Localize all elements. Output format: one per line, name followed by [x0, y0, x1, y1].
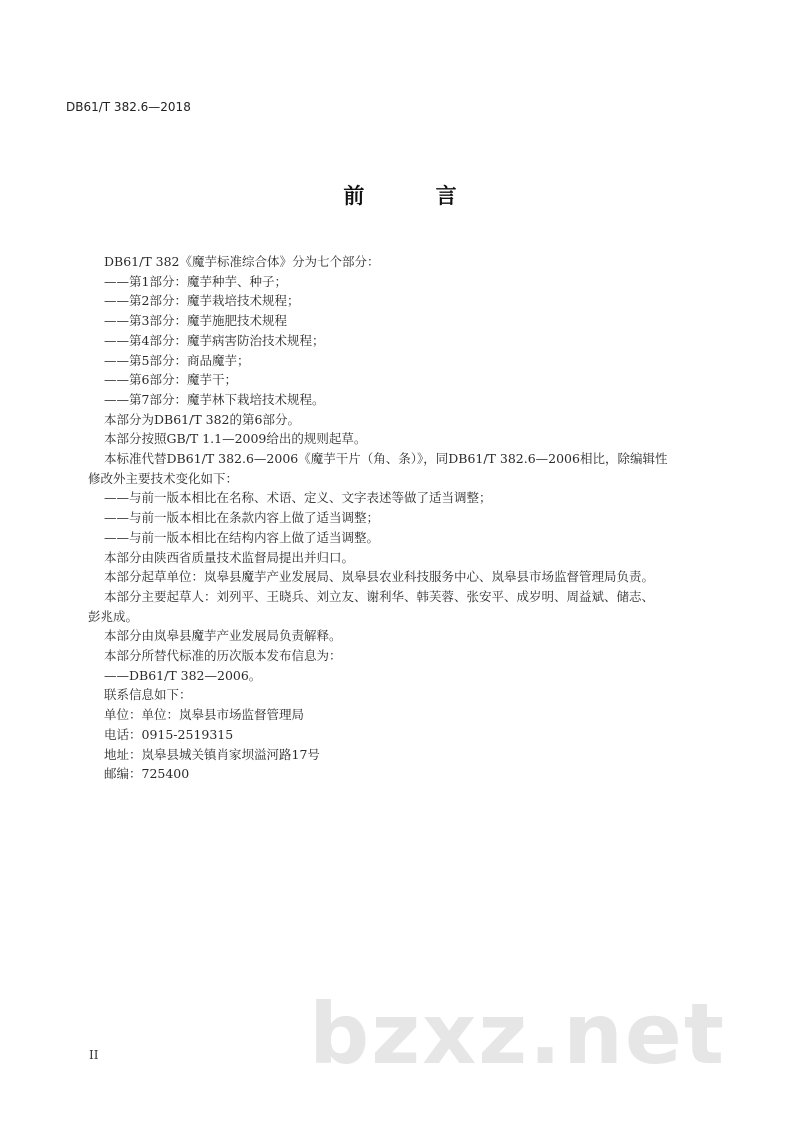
document-code: DB61/T 382.6—2018	[66, 100, 191, 114]
change-list-item: ——与前一版本相比在条款内容上做了适当调整；	[104, 510, 380, 526]
contact-address: 地址：岚皋县城关镇肖家坝溢河路17号	[104, 746, 320, 762]
contact-unit: 单位：单位：岚皋县市场监督管理局	[104, 707, 305, 723]
part-list-item: ——第4部分：魔芋病害防治技术规程；	[104, 332, 325, 348]
history-list-item: ——DB61/T 382—2006。	[104, 667, 262, 683]
part-list-item: ——第7部分：魔芋林下栽培技术规程。	[104, 391, 325, 407]
drafting-units-paragraph: 本部分起草单位：岚皋县魔芋产业发展局、岚皋县农业科技服务中心、岚皋县市场监督管理局负责。	[104, 569, 655, 585]
part-list-item: ——第2部分：魔芋栽培技术规程；	[104, 293, 300, 309]
page-title: 前 言	[343, 184, 489, 208]
contact-phone: 电话：0915-2519315	[104, 726, 234, 742]
drafters-line: 彭兆成。	[88, 608, 139, 624]
proposed-by-paragraph: 本部分由陕西省质量技术监督局提出并归口。	[104, 549, 355, 565]
part-list-item: ——第5部分：商品魔芋；	[104, 352, 250, 368]
contact-postcode: 邮编：725400	[104, 766, 190, 782]
change-list-item: ——与前一版本相比在结构内容上做了适当调整。	[104, 529, 380, 545]
drafters-paragraph	[88, 587, 724, 626]
replaces-paragraph	[88, 449, 724, 488]
history-intro-paragraph: 本部分所替代标准的历次版本发布信息为：	[104, 648, 342, 664]
part-list-item: ——第1部分：魔芋种芋、种子；	[104, 273, 287, 289]
page-number: II	[89, 1048, 99, 1062]
interpretation-paragraph: 本部分由岚皋县魔芋产业发展局负责解释。	[104, 628, 342, 644]
intro-paragraph: DB61/T 382《魔芋标准综合体》分为七个部分：	[104, 254, 380, 269]
part-list-item: ——第3部分：魔芋施肥技术规程	[104, 313, 287, 329]
foreword-body	[88, 252, 724, 784]
drafters-line: 本部分主要起草人：刘列平、王晓兵、刘立友、谢利华、韩芙蓉、张安平、成岁明、周益斌、储志、	[104, 588, 655, 604]
part-list-item: ——第6部分：魔芋干；	[104, 372, 237, 388]
replaces-line: 修改外主要技术变化如下：	[88, 470, 239, 486]
this-part-paragraph: 本部分为DB61/T 382的第6部分。	[104, 411, 300, 427]
site-watermark: bzxz.net	[309, 985, 726, 1083]
drafting-rule-paragraph: 本部分按照GB/T 1.1—2009给出的规则起草。	[104, 431, 367, 447]
change-list-item: ——与前一版本相比在名称、术语、定义、文字表述等做了适当调整；	[104, 490, 492, 506]
replaces-line: 本标准代替DB61/T 382.6—2006《魔芋干片（角、条）》，同DB61/T 382.6—2006相比，除编辑性	[104, 451, 668, 467]
contact-intro-paragraph: 联系信息如下：	[104, 687, 192, 703]
